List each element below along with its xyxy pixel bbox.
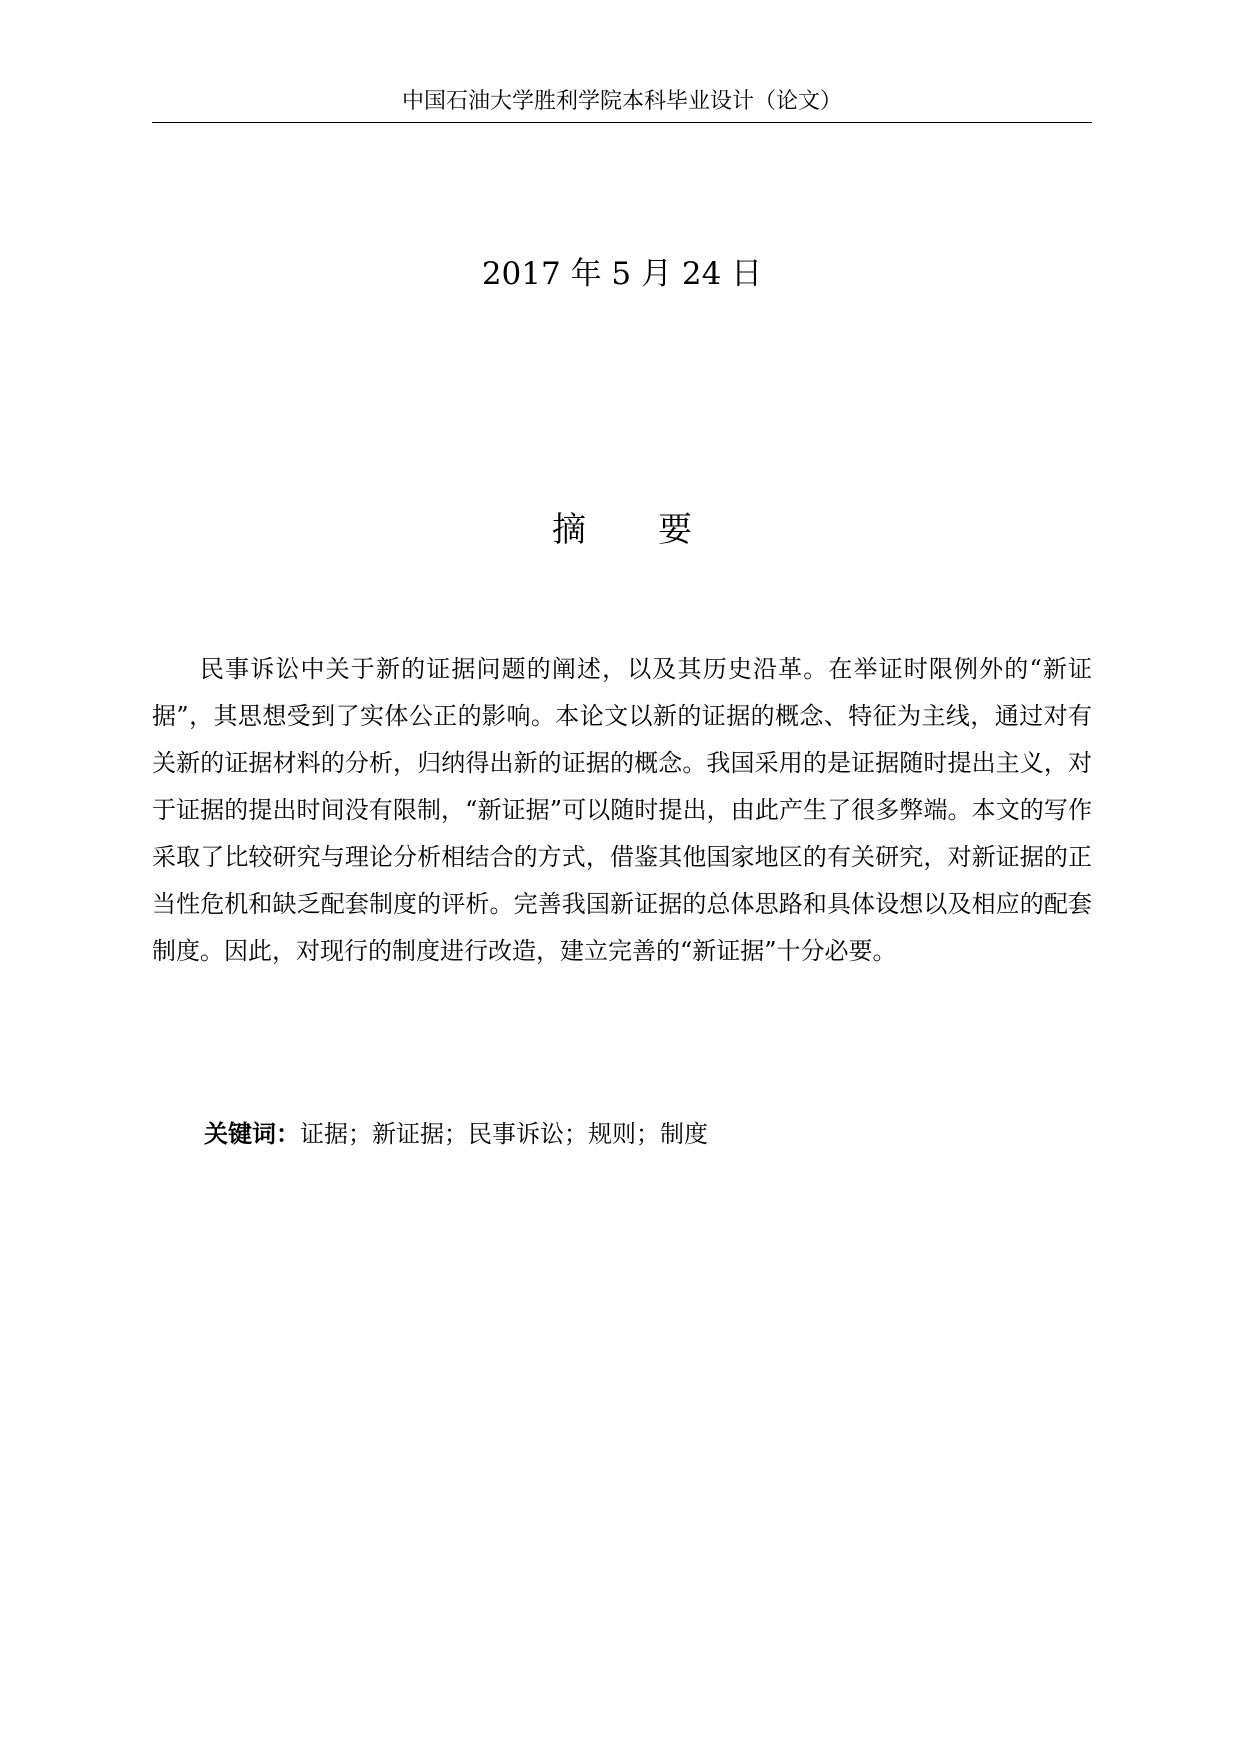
keywords-line [204, 1114, 1084, 1154]
page-header [152, 86, 1092, 123]
document-date: 2017 年 5 月 24 日 [481, 256, 763, 292]
keywords-value: 证据；新证据；民事诉讼；规则；制度 [300, 1120, 708, 1148]
abstract-title: 摘要 [552, 510, 764, 550]
keywords-label: 关键词： [204, 1120, 300, 1148]
abstract-body: 民事诉讼中关于新的证据问题的阐述，以及其历史沿革。在举证时限例外的“新证据”，其思想受到了实体公正的影响。本论文以新的证据的概念、特征为主线，通过对有关新的证据材料的分析，归纳得出新的证据的概念。我国采用的是证据随时提出主义，对于证据的提出时间没有限制，“新证据”可以随时提出，由此产生了很多弊端。本文的写作采取了比较研究与理论分析相结合的方式，借鉴其他国家地区的有关研究，对新证据的正当性危机和缺乏配套制度的评析。完善我国新证据的总体思路和具体设想以及相应的配套制度。因此，对现行的制度进行改造，建立完善的“新证据”十分必要。 [152, 655, 1092, 965]
header-title: 中国石油大学胜利学院本科毕业设计（论文） [401, 89, 842, 114]
